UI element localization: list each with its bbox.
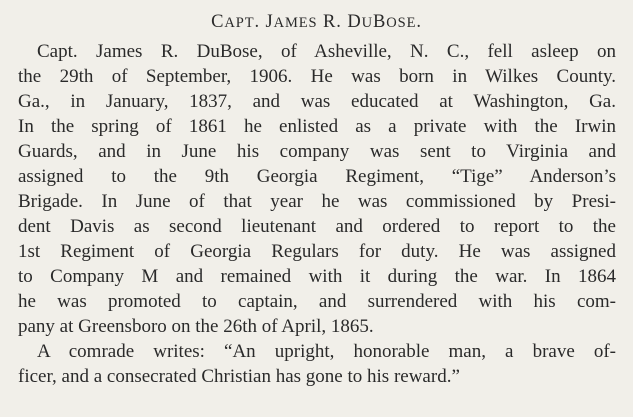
text-line: the 29th of September, 1906. He was born in Wilkes County.	[18, 66, 616, 87]
title-part: B	[372, 12, 387, 32]
article-title	[0, 10, 633, 35]
title-part: U	[361, 15, 373, 31]
text-line: he was promoted to captain, and surrendered with his com-	[18, 291, 616, 312]
text-line: 1st Regiment of Georgia Regulars for duty. He was assigned	[18, 241, 616, 262]
title-part: C	[211, 12, 225, 32]
text-line: In the spring of 1861 he enlisted as a private with the Irwin	[18, 116, 616, 137]
title-part: OSE	[386, 15, 417, 31]
title-part: APT	[224, 15, 255, 31]
text-line: ficer, and a consecrated Christian has gone to his reward.”	[18, 366, 460, 387]
text-line: Capt. James R. DuBose, of Asheville, N. C., fell asleep on	[37, 41, 616, 62]
title-part: . J	[254, 12, 274, 32]
text-line: Ga., in January, 1837, and was educated at Washington, Ga.	[18, 91, 616, 112]
text-line: to Company M and remained with it during the war. In 1864	[18, 266, 616, 287]
text-line: assigned to the 9th Georgia Regiment, “Tige” Anderson’s	[18, 166, 616, 187]
text-line: Brigade. In June of that year he was commissioned by Presi-	[18, 191, 616, 212]
text-line: A comrade writes: “An upright, honorable man, a brave of-	[37, 341, 616, 362]
title-part: R. D	[317, 12, 362, 32]
title-part: .	[416, 12, 422, 32]
text-line: dent Davis as second lieutenant and ordered to report to the	[18, 216, 616, 237]
text-line: pany at Greensboro on the 26th of April, 1865.	[18, 316, 374, 337]
title-part: AMES	[273, 15, 318, 31]
text-line: Guards, and in June his company was sent to Virginia and	[18, 141, 616, 162]
